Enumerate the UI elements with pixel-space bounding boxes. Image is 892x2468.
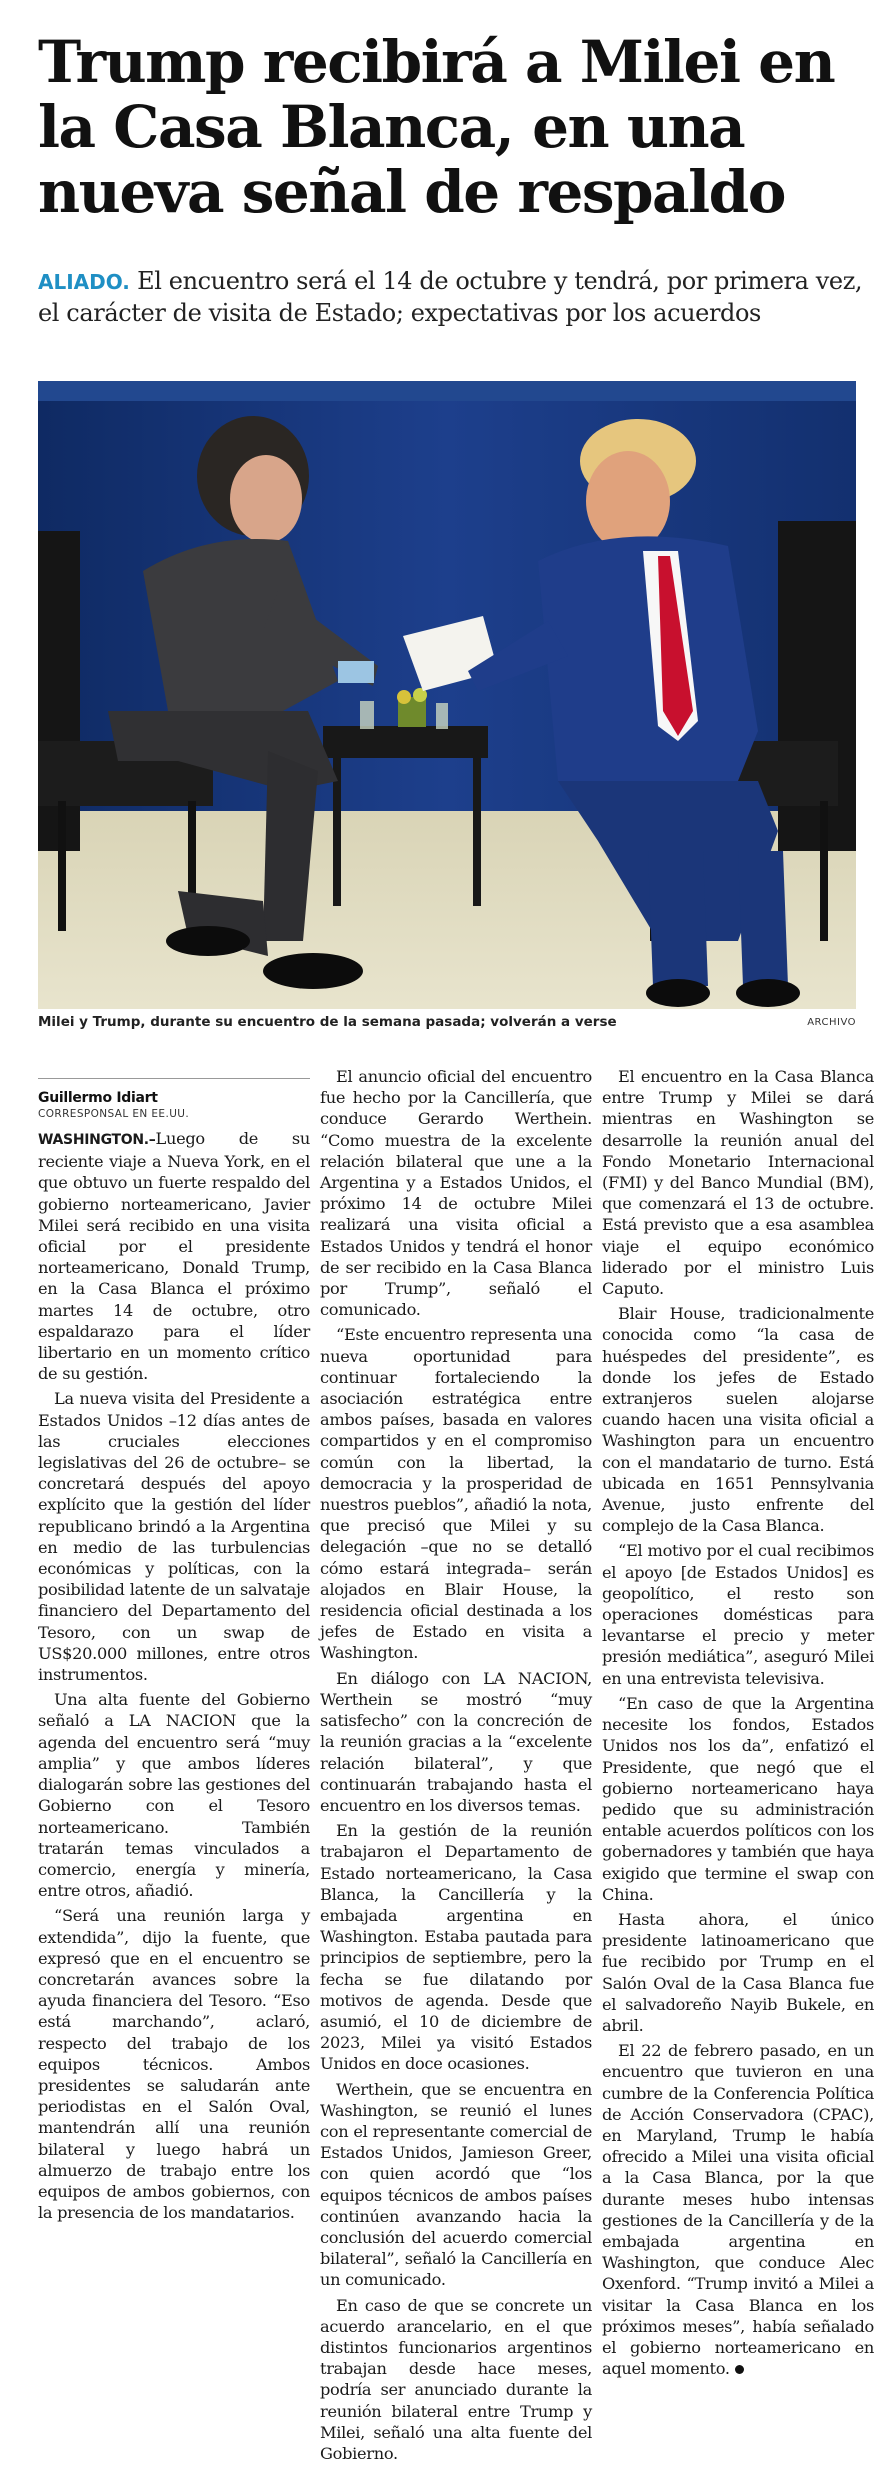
paragraph: “En caso de que la Argentina necesite los fondos, Estados Unidos nos los da”, enfatizó el Presidente, que negó que el gobierno norteamericano haya pedido que su administración entable acuerdos políticos con los gobernadores y también que haya exigido que termine el swap con China. <box>602 1693 874 1904</box>
headline: Trump recibirá a Milei en la Casa Blanca, en una nueva señal de respaldo <box>38 28 835 226</box>
deck <box>38 266 868 329</box>
deck-text: El encuentro será el 14 de octubre y tendrá, por primera vez, el carácter de visita de Estado; expectativas por los acuerdos <box>38 267 863 327</box>
paragraph: Werthein, que se encuentra en Washington, se reunió el lunes con el representante comercial de Estados Unidos, Jamieson Greer, con quien acordó que “los equipos técnicos de ambos países continúen avanzando hacia la conclusión del acuerdo comercial bilateral”, señaló la Cancillería en un comunicado. <box>320 2079 592 2290</box>
photo-credit: ARCHIVO <box>807 1017 856 1028</box>
paragraph: El 22 de febrero pasado, en un encuentro que tuvieron en una cumbre de la Conferencia Política de Acción Conservadora (CPAC), en Maryland, Trump le había ofrecido a Milei una visita oficial a la Casa Blanca, por la que durante meses hubo intensas gestiones de la Cancillería y de la embajada argentina en Washington, que conduce Alec Oxenford. “Trump invitó a Milei a visitar la Casa Blanca en los próximos meses”, había señalado el gobierno norteamericano en aquel momento. <box>602 2041 874 2379</box>
dateline: WASHINGTON.– <box>38 1132 156 1148</box>
end-of-article-mark <box>735 2365 744 2374</box>
paragraph: En la gestión de la reunión trabajaron el Departamento de Estado norteamericano, la Casa Blanca, la Cancillería y la embajada argentina en Washington. Estaba pautada para principios de septiembre, pero la fecha se fue dilatando por motivos de agenda. Desde que asumió, el 10 de diciembre de 2023, Milei ya visitó Estados Unidos en doce ocasiones. <box>320 1821 592 2074</box>
column-3 <box>602 1066 874 2383</box>
paragraph: “El motivo por el cual recibimos el apoyo [de Estados Unidos] es geopolítico, el resto son operaciones domésticas para levantarse el precio y meter presión mediática”, aseguró Milei en una entrevista televisiva. <box>602 1541 874 1688</box>
paragraph: Una alta fuente del Gobierno señaló a LA NACION que la agenda del encuentro será “muy amplia” y que ambos líderes dialogarán sobre las gestiones del Gobierno con el Tesoro norteamericano. También tratarán temas vinculados a comercio, energía y minería, entre otros, añadió. <box>38 1690 310 1901</box>
column-2 <box>320 1066 592 2468</box>
kicker: ALIADO. <box>38 270 130 294</box>
paragraph: Hasta ahora, el único presidente latinoamericano que fue recibido por Trump en el Salón Oval de la Casa Blanca fue el salvadoreño Nayib Bukele, en abril. <box>602 1909 874 2035</box>
paragraph: El encuentro en la Casa Blanca entre Trump y Milei se dará mientras en Washington se desarrolle la reunión anual del Fondo Monetario Internacional (FMI) y del Banco Mundial (BM), que comenzará el 13 de octubre. Está previsto que a esa asamblea viaje el equipo económico liderado por el ministro Luis Caputo. <box>602 1067 874 1299</box>
paragraph: El anuncio oficial del encuentro fue hecho por la Cancillería, que conduce Gerardo Werthein. “Como muestra de la excelente relación bilateral que une a la Argentina y a Estados Unidos, el próximo 14 de octubre Milei realizará una visita oficial a Estados Unidos y tendrá el honor de ser recibido en la Casa Blanca por Trump”, señaló el comunicado. <box>320 1067 592 1320</box>
article-photo <box>38 381 856 1009</box>
paragraph: En diálogo con LA NACION, Werthein se mostró “muy satisfecho” con la concreción de la reunión gracias a la “excelente relación bilateral”, y que continuarán trabajando hasta el encuentro en los diversos temas. <box>320 1668 592 1815</box>
paragraph: En caso de que se concrete un acuerdo arancelario, en el que distintos funcionarios argentinos trabajan desde hace meses, podría ser anunciado durante la reunión bilateral entre Trump y Milei, señaló una alta fuente del Gobierno. <box>320 2295 592 2463</box>
paragraph: La nueva visita del Presidente a Estados Unidos –12 días antes de las cruciales elecciones legislativas del 26 de octubre– se concretará después del apoyo explícito que la gestión del líder republicano brindó a la Argentina en medio de las turbulencias económicas y políticas, con la posibilidad latente de un salvataje financiero del Departamento del Tesoro, con un swap de US$20.000 millones, entre otros instrumentos. <box>38 1389 310 1685</box>
byline: Guillermo Idiart <box>38 1078 310 1107</box>
paragraph: Blair House, tradicionalmente conocida como “la casa de huéspedes del presidente”, es donde los jefes de Estado extranjeros suelen alojarse cuando hacen una visita oficial a Washington para un encuentro con el mandatario de turno. Está ubicada en 1651 Pennsylvania Avenue, justo enfrente del complejo de la Casa Blanca. <box>602 1304 874 1536</box>
paragraph: “Será una reunión larga y extendida”, dijo la fuente, que expresó que en el encuentro se concretarán avances sobre la ayuda financiera del Tesoro. “Eso está marchando”, aclaró, respecto del trabajo de los equipos técnicos. Ambos presidentes se saludarán ante periodistas en el Salón Oval, mantendrán allí una reunión bilateral y luego habrá un almuerzo de trabajo entre los equipos de ambos gobiernos, con la presencia de los mandatarios. <box>38 1906 310 2223</box>
column-1 <box>38 1066 310 2227</box>
photo-caption: Milei y Trump, durante su encuentro de la semana pasada; volverán a verse <box>38 1014 617 1030</box>
paragraph: WASHINGTON.–Luego de su reciente viaje a Nueva York, en el que obtuvo un fuerte respaldo del gobierno norteamericano, Javier Milei será recibido en una visita oficial por el presidente norteamericano, Donald Trump, en la Casa Blanca el próximo martes 14 de octubre, otro espaldarazo para el líder libertario en un momento crítico de su gestión. <box>38 1129 310 1384</box>
paragraph: “Este encuentro representa una nueva oportunidad para continuar fortaleciendo la asociación estratégica entre ambos países, basada en valores compartidos y en el compromiso común con la libertad, la democracia y la prosperidad de nuestros pueblos”, añadió la nota, que precisó que Milei y su delegación –que no se detalló cómo estará integrada– serán alojados en Blair House, la residencia oficial destinada a los jefes de Estado en visita a Washington. <box>320 1325 592 1663</box>
byline-role: CORRESPONSAL EN EE.UU. <box>38 1108 190 1120</box>
